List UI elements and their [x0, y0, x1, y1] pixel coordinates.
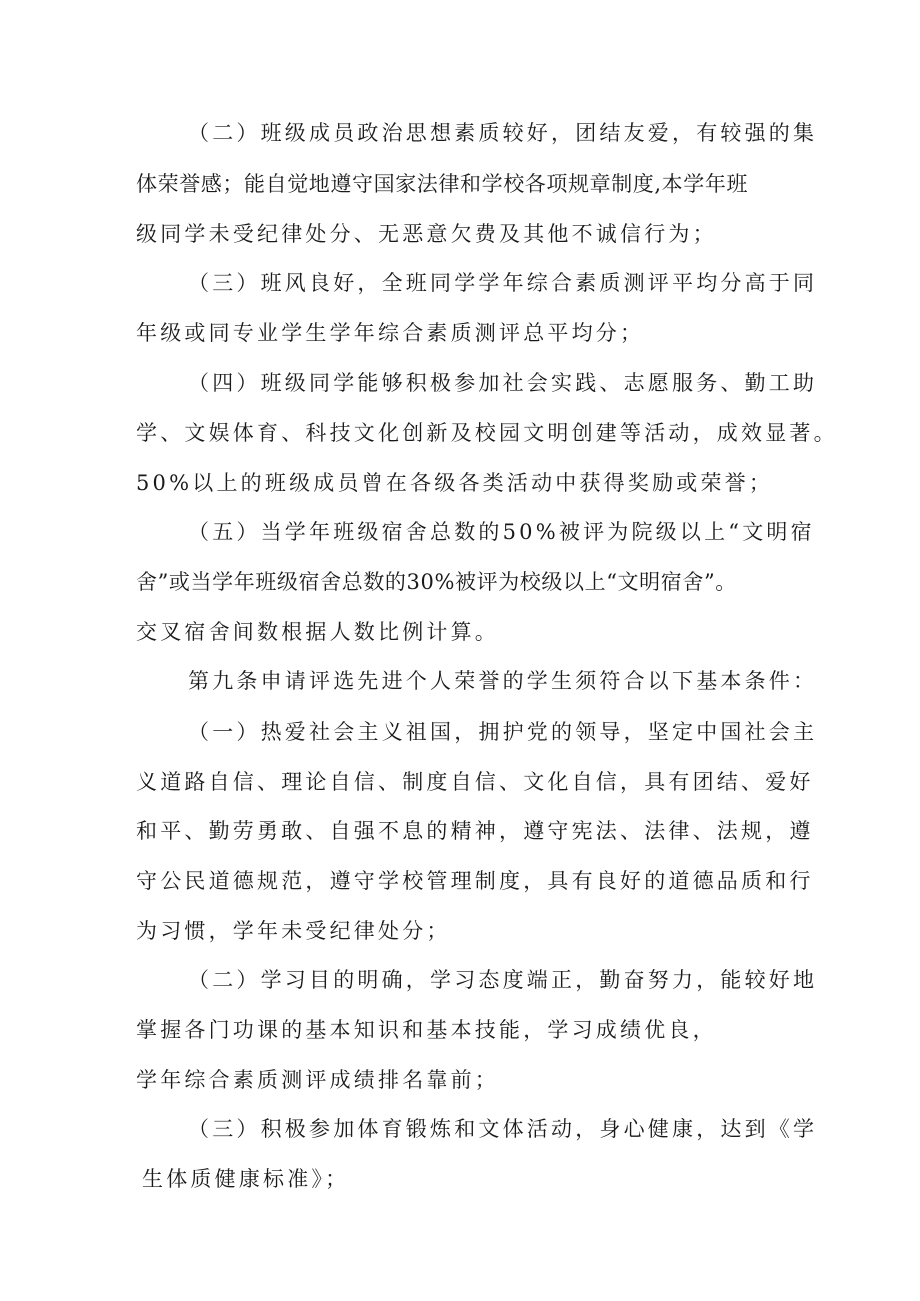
text-line: 交叉宿舍间数根据人数比例计算。 [136, 620, 499, 644]
text-line: （三）积极参加体育锻炼和文体活动，身心健康，达到《学 [188, 1117, 818, 1141]
text-line: 掌握各门功课的基本知识和基本技能，学习成绩优良， [136, 1018, 717, 1042]
text-line: 舍”或当学年班级宿舍总数的30%被评为校级以上“文明宿舍”。 [136, 570, 737, 594]
text-line: 体荣誉感；能自觉地遵守国家法律和学校各项规章制度,本学年班 [136, 172, 749, 196]
text-line: 年级或同专业学生学年综合素质测评总平均分； [136, 321, 645, 345]
text-line: （三）班风良好，全班同学学年综合素质测评平均分高于同 [188, 271, 818, 295]
text-line: （五）当学年班级宿舍总数的50%被评为院级以上“文明宿 [188, 520, 815, 544]
text-line: 学年综合素质测评成绩排名靠前； [136, 1068, 499, 1092]
text-line: （二）学习目的明确，学习态度端正，勤奋努力，能较好地 [188, 968, 818, 992]
article-heading: 第九条申请评选先进个人荣誉的学生须符合以下基本条件： [188, 669, 818, 693]
text-line: （四）班级同学能够积极参加社会实践、志愿服务、勤工助 [188, 371, 818, 395]
text-line: 生体质健康标准》； [142, 1167, 350, 1191]
text-line: 级同学未受纪律处分、无恶意欠费及其他不诚信行为； [136, 222, 717, 246]
text-line: 和平、勤劳勇敢、自强不息的精神，遵守宪法、法律、法规，遵 [136, 819, 814, 843]
text-line: （一）热爱社会主义祖国，拥护党的领导，坚定中国社会主 [188, 720, 818, 744]
text-line: 50%以上的班级成员曾在各级各类活动中获得奖励或荣誉； [136, 471, 774, 495]
text-line: （二）班级成员政治思想素质较好，团结友爱，有较强的集 [188, 121, 818, 145]
text-line: 为习惯，学年未受纪律处分； [136, 919, 451, 943]
text-line: 守公民道德规范，遵守学校管理制度，具有良好的道德品质和行 [136, 869, 814, 893]
text-line: 义道路自信、理论自信、制度自信、文化自信，具有团结、爱好 [136, 770, 814, 794]
text-line: 学、文娱体育、科技文化创新及校园文明创建等活动，成效显著。 [136, 421, 838, 445]
